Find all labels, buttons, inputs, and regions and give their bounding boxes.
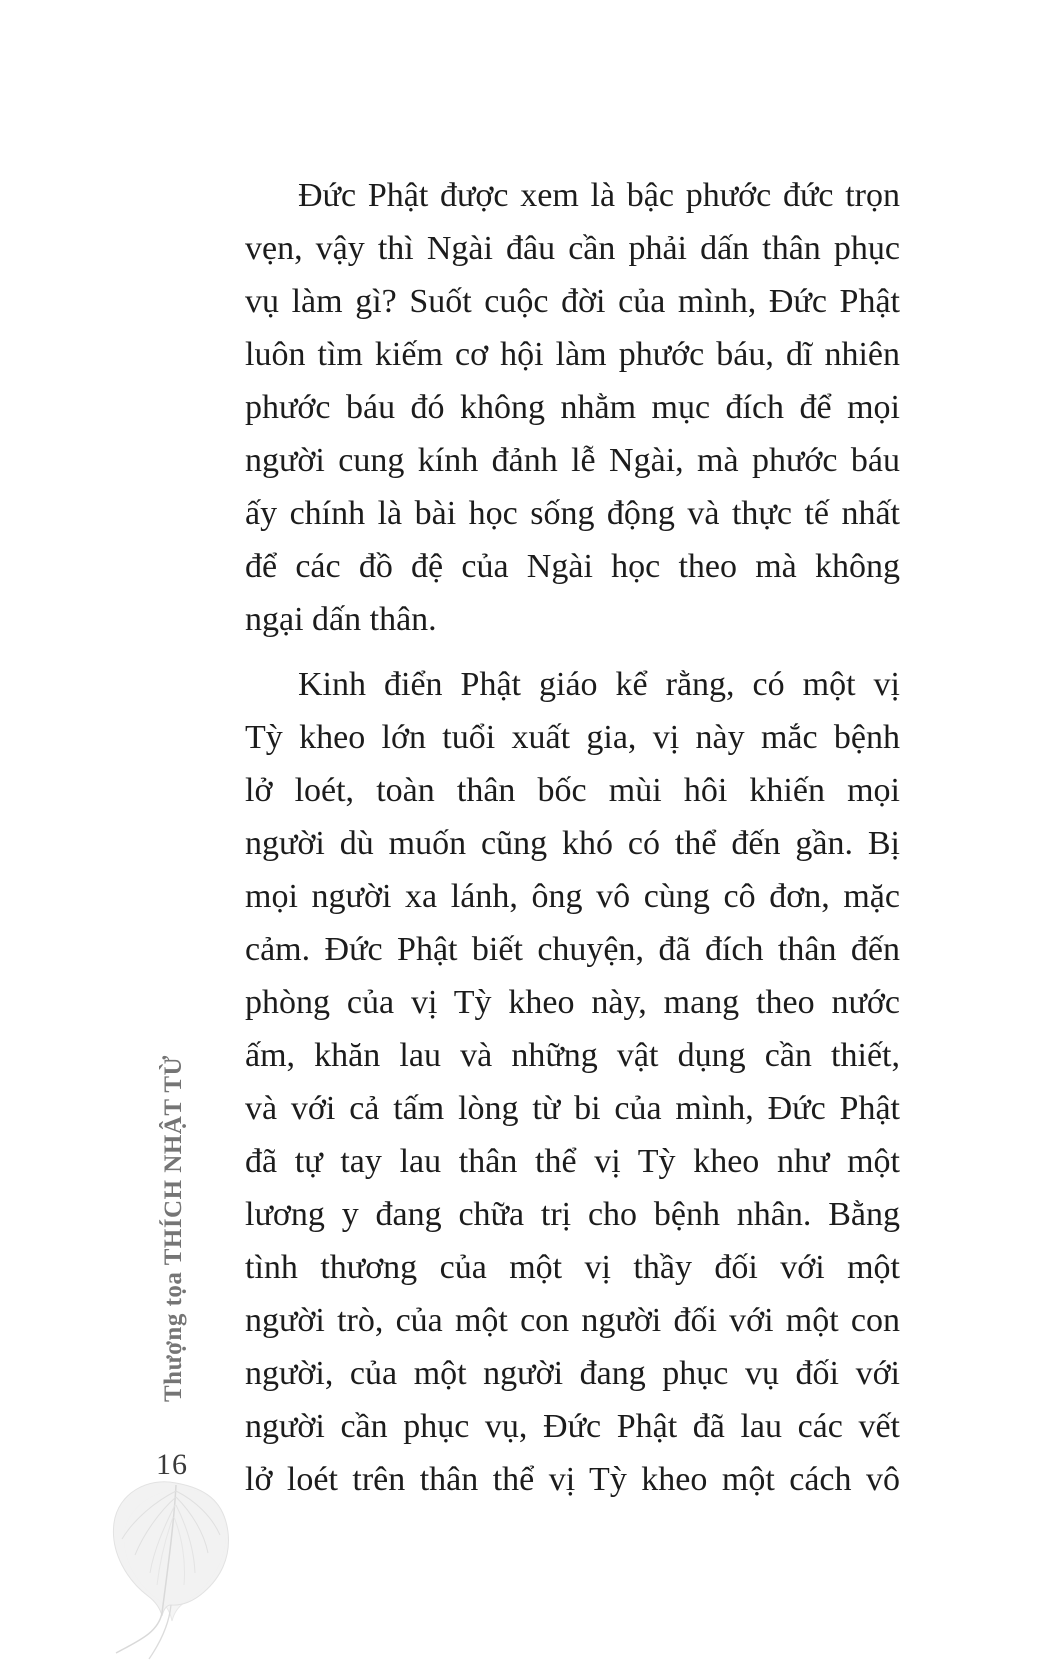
text-line: vụ làm gì? Suốt cuộc đời của mình, Đức Phật [245, 283, 900, 320]
text-line: người dù muốn cũng khó có thể đến gần. Bị [245, 825, 900, 862]
text-line: người trò, của một con người đối với một con [245, 1302, 900, 1339]
text-line: lở loét, toàn thân bốc mùi hôi khiến mọi [245, 772, 900, 809]
text-line: người, của một người đang phục vụ đối với [245, 1355, 900, 1392]
text-line: tình thương của một vị thầy đối với một [245, 1249, 900, 1286]
text-line: ngại dấn thân. [245, 601, 437, 638]
text-line: và với cả tấm lòng từ bi của mình, Đức Phật [245, 1090, 900, 1127]
text-line: lở loét trên thân thể vị Tỳ kheo một cách vô [245, 1461, 900, 1498]
text-line: người cung kính đảnh lễ Ngài, mà phước báu [245, 442, 900, 479]
text-line: vẹn, vậy thì Ngài đâu cần phải dấn thân phục [245, 230, 900, 267]
paragraph-1 [245, 169, 900, 646]
bodhi-leaf-icon [100, 1475, 245, 1662]
text-line: để các đồ đệ của Ngài học theo mà không [245, 548, 900, 585]
sidebar-author-title: Thượng tọa THÍCH NHẬT TỪ [160, 1055, 187, 1402]
paragraph-2 [245, 658, 900, 1506]
text-line: phòng của vị Tỳ kheo này, mang theo nước [245, 984, 900, 1021]
text-line: Kinh điển Phật giáo kể rằng, có một vị [298, 666, 900, 703]
text-line: mọi người xa lánh, ông vô cùng cô đơn, mặc [245, 878, 900, 915]
text-line: luôn tìm kiếm cơ hội làm phước báu, dĩ nhiên [245, 336, 900, 373]
page-number: 16 [156, 1448, 188, 1481]
text-line: ấm, khăn lau và những vật dụng cần thiết, [245, 1037, 900, 1074]
text-line: lương y đang chữa trị cho bệnh nhân. Bằng [245, 1196, 900, 1233]
text-line: đã tự tay lau thân thể vị Tỳ kheo như một [245, 1143, 900, 1180]
text-line: cảm. Đức Phật biết chuyện, đã đích thân đến [245, 931, 900, 968]
text-line: ấy chính là bài học sống động và thực tế nhất [245, 495, 900, 532]
text-line: Đức Phật được xem là bậc phước đức trọn [298, 177, 900, 214]
text-line: Tỳ kheo lớn tuổi xuất gia, vị này mắc bệnh [245, 719, 900, 756]
text-line: phước báu đó không nhằm mục đích để mọi [245, 389, 900, 426]
body-text-block [245, 169, 900, 1506]
text-line: người cần phục vụ, Đức Phật đã lau các vết [245, 1408, 900, 1445]
